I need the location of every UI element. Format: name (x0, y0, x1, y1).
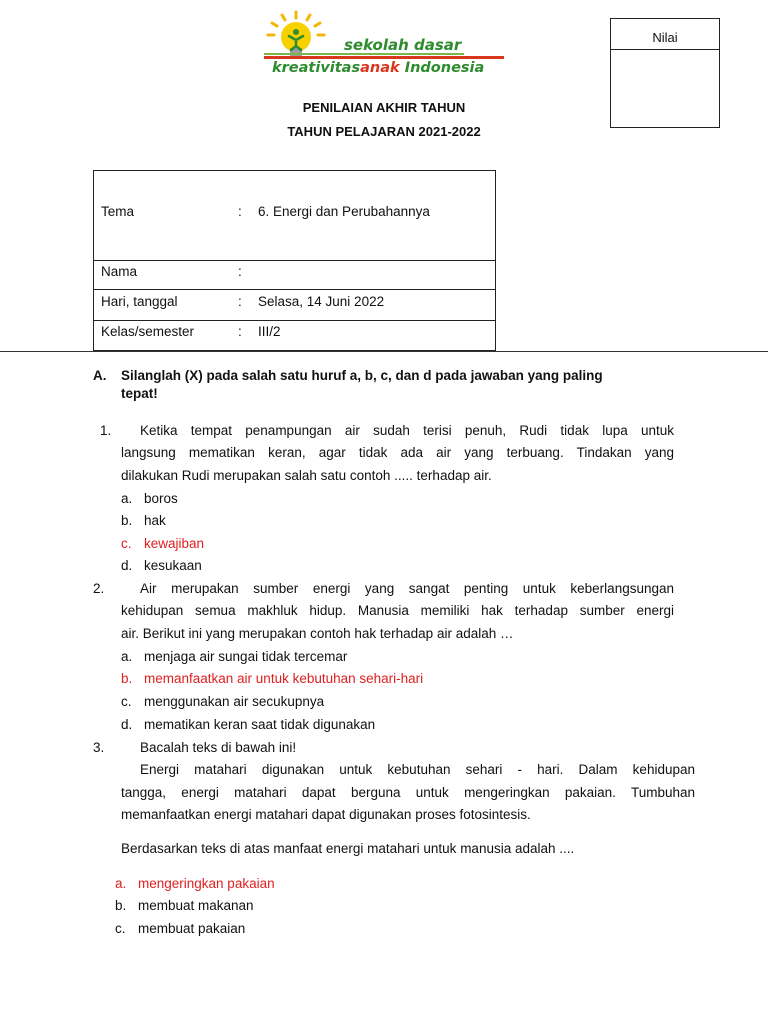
option-text: mematikan keran saat tidak digunakan (144, 717, 376, 732)
logo-underline-red (264, 56, 504, 59)
question-text: air. Berikut ini yang merupakan contoh hak terhadap air adalah … (121, 626, 514, 641)
question-text: Air merupakan sumber energi yang sangat penting untuk keberlangsungan (140, 581, 674, 596)
option-letter: b. (121, 513, 133, 528)
student-info-table: Tema : 6. Energi dan Perubahannya Nama : Hari, tanggal : Selasa, 14 Juni 2022 Kelas/semester : III/2 (93, 170, 496, 351)
page-subtitle: TAHUN PELAJARAN 2021-2022 (287, 124, 481, 139)
page-divider (0, 351, 768, 352)
option-letter-answer: b. (121, 671, 133, 686)
question-number: 1. (100, 423, 112, 438)
option-letter: b. (115, 898, 127, 913)
question-text: kehidupan semua makhluk hidup. Manusia memiliki hak terhadap sumber energi (121, 603, 674, 618)
question-text: langsung mematikan keran, agar tidak ada air yang terbuang. Tindakan yang (121, 445, 674, 460)
question-intro: Bacalah teks di bawah ini! (140, 740, 297, 755)
section-instruction-line1: Silanglah (X) pada salah satu huruf a, b, c, dan d pada jawaban yang paling (121, 368, 603, 383)
passage-text: Energi matahari digunakan untuk kebutuhan sehari - hari. Dalam kehidupan (140, 762, 695, 777)
option-text: hak (144, 513, 166, 528)
school-logo (258, 10, 508, 84)
section-instruction-line2: tepat! (121, 386, 158, 401)
question-number: 2. (93, 581, 105, 596)
option-letter: c. (121, 694, 132, 709)
option-text-answer: mengeringkan pakaian (138, 876, 275, 891)
table-divider (94, 260, 495, 261)
section-letter: A. (93, 368, 107, 383)
option-letter: a. (121, 649, 133, 664)
passage-text: memanfaatkan energi matahari dapat digunakan proses fotosintesis. (121, 807, 531, 822)
option-letter-answer: c. (121, 536, 132, 551)
option-letter-answer: a. (115, 876, 127, 891)
question-text: Berdasarkan teks di atas manfaat energi matahari untuk manusia adalah .... (121, 841, 575, 856)
logo-text-sekolah-dasar: sekolah dasar (344, 36, 462, 54)
score-label: Nilai (611, 19, 719, 50)
option-text: kesukaan (144, 558, 202, 573)
passage-text: tangga, energi matahari dapat berguna untuk mengeringkan pakaian. Tumbuhan (121, 785, 695, 800)
lightbulb-icon (258, 10, 334, 58)
option-letter: a. (121, 491, 133, 506)
option-text-answer: memanfaatkan air untuk kebutuhan sehari-hari (144, 671, 424, 686)
question-text: Ketika tempat penampungan air sudah terisi penuh, Rudi tidak lupa untuk (140, 423, 674, 438)
option-text: menjaga air sungai tidak tercemar (144, 649, 348, 664)
question-text: dilakukan Rudi merupakan salah satu contoh ..... terhadap air. (121, 468, 492, 483)
option-text: menggunakan air secukupnya (144, 694, 325, 709)
option-text-answer: kewajiban (144, 536, 205, 551)
option-text: membuat pakaian (138, 921, 246, 936)
page-title: PENILAIAN AKHIR TAHUN (302, 100, 466, 115)
option-letter: c. (115, 921, 126, 936)
logo-text-kreativitas: kreativitasanak Indonesia (272, 60, 485, 76)
option-text: boros (144, 491, 178, 506)
table-divider (94, 289, 495, 290)
option-letter: d. (121, 558, 133, 573)
option-letter: d. (121, 717, 133, 732)
question-number: 3. (93, 740, 105, 755)
option-text: membuat makanan (138, 898, 254, 913)
table-divider (94, 320, 495, 321)
